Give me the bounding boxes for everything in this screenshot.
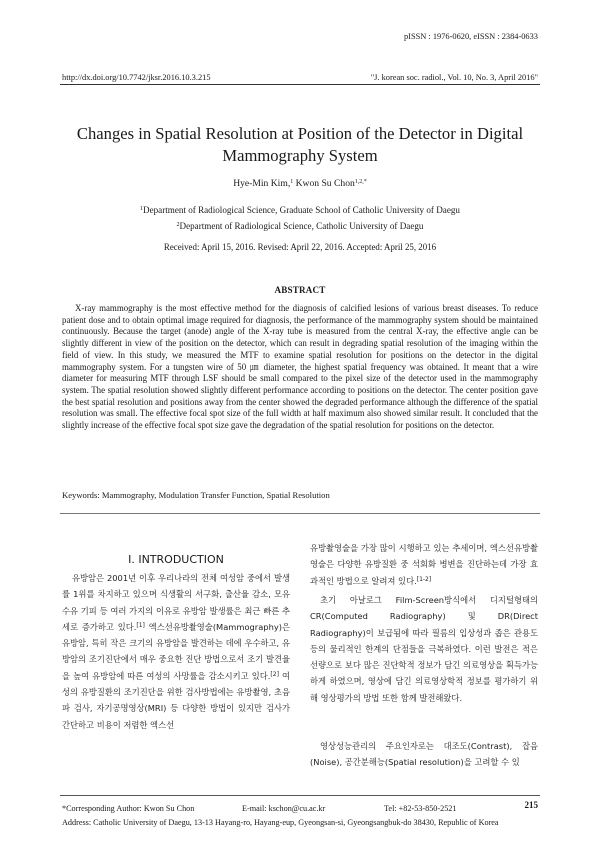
abstract-body: X-ray mammography is the most effective method for the diagnosis of calcified lesions of various breast diseases. To reduce patient dose and to obtain optimal image required for diagnosis, the performance of the mammography system should be maintained continuously. Because the target (anode) angle of the X-ray tube is measured from the central X-ray, the effective angle can be slightly different in view of the position on the detector, which can result in degrading spatial resolution of the imaging within the field of view. In this study, we measured the MTF to examine spatial resolution for positions on the detector in the digital mammography system. For a tungsten wire of 50 ㎛ diameter, the highest spatial frequency was obtained. It meant that a wire diameter for measuring MTF through LSF should be small compared to the pixel size of the detector used in the mammography system. The spatial resolution showed slightly different performance according to positions on the detector. The center position gave the best spatial resolution and positions away from the center showed the degraded performance although the difference of the spatial resolution was small. The effective focal spot size of the full width at half maximum also showed similar result. It concluded that the slightly increase of the effective focal spot size gave the degradation of the spatial resolution for positions on the detector.	[62, 303, 538, 431]
author-email-link[interactable]: E-mail: kschon@cu.ac.kr	[242, 804, 326, 813]
affiliation-1	[60, 205, 540, 215]
intro-text: 엑스선유방촬영술(Mammography)은 유방암, 특히 작은 크기의 유방암을 발견하는 데에 우수하고, 유방암의 조기진단에서 매우 중요한 진단 방법으로서 조기 발견율을 높여 유방암에 따른 여성의 사망률을 감소시키고 있다.	[62, 621, 290, 681]
keywords-divider	[60, 513, 540, 514]
issn-line: pISSN : 1976-0620, eISSN : 2384-0633	[403, 32, 538, 41]
page-number: 215	[524, 800, 538, 810]
article-title: Changes in Spatial Resolution at Position of the Detector in Digital Mammography System	[76, 124, 524, 165]
affiliation-1-text: Department of Radiological Science, Graduate School of Catholic University of Daegu	[143, 205, 460, 215]
citation-mark: [2]	[270, 670, 279, 678]
section-heading-introduction: Ⅰ. INTRODUCTION	[128, 553, 224, 566]
keywords: Keywords: Mammography, Modulation Transfer Function, Spatial Resolution	[62, 490, 330, 500]
footer-divider	[60, 795, 540, 796]
intro-left-column	[62, 570, 290, 733]
author-list	[60, 178, 540, 189]
intro-right-paragraph-3: 영상성능관리의 주요인자로는 대조도(Contrast), 잡음(Noise), 공간분해능(Spatial resolution)을 고려할 수 있	[310, 741, 538, 768]
intro-text: 여성의 유방질환의 조기진단을 위한 검사방법에는 유방촬영, 초음파 검사, 자기공명영상(MRI) 등 다양한 방법이 있지만 검사가 간단하고 비용이 저렴한 엑스선	[62, 670, 290, 730]
affiliation-1-mark: 1	[140, 206, 144, 212]
corresponding-author: *Corresponding Author: Kwon Su Chon	[62, 804, 195, 813]
intro-right-paragraph-1	[310, 540, 538, 589]
intro-text: 유방암은 2001년 이후 우리나라의 전체 여성암 중에서 발생률 1위를 차지하고 있으며 식생활의 서구화, 출산율 감소, 모유수유 기피 등 여러 가지의 이유로 유방암 발생률은 최근 빠른 추세로 증가하고 있다.	[62, 573, 290, 632]
author-address: Address: Catholic University of Daegu, 13-13 Hayang-ro, Hayang-eup, Gyeongsan-si, Gyeongsangbuk-do 38430, Republic of Korea	[62, 818, 499, 827]
affiliation-2	[60, 221, 540, 231]
intro-text: 유방촬영술을 가장 많이 시행하고 있는 추세이며, 엑스선유방촬영술은 다양한 유방질환 중 석회화 병변을 진단하는데 가장 효과적인 방법으로 알려져 있다.	[310, 543, 538, 586]
journal-citation: "J. korean soc. radiol., Vol. 10, No. 3, April 2016"	[370, 73, 538, 82]
author-1-affiliation-mark: 1	[290, 179, 294, 185]
citation-mark: [1]	[136, 621, 145, 629]
author-1: Hye-Min Kim,	[233, 178, 291, 189]
author-2: Kwon Su Chon	[293, 178, 355, 189]
header-divider	[60, 84, 540, 85]
citation-mark: [1-2]	[416, 575, 432, 583]
affiliation-2-mark: 2	[176, 222, 180, 228]
doi-link[interactable]: http://dx.doi.org/10.7742/jksr.2016.10.3.215	[62, 73, 211, 82]
intro-right-paragraph-2: 초기 아날로그 Film-Screen방식에서 디지털형태의 CR(Computed Radiography) 및 DR(Direct Radiography)이 보급됨에 따라 필름의 입상성과 좁은 관용도 등의 물리적인 한계의 단점들을 극복하였다. 이런 발전은 적은 선량으로 보다 많은 진단학적 정보가 담긴 의료영상을 획득가능하게 하였으며, 영상에 담긴 의료영상학적 정보를 평가하기 위해 영상평가의 방법 또한 함께 발전해왔다.	[310, 595, 538, 703]
affiliation-2-text: Department of Radiological Science, Catholic University of Daegu	[179, 221, 424, 231]
author-telephone: Tel: +82-53-850-2521	[384, 804, 457, 813]
received-dates: Received: April 15, 2016. Revised: April 22, 2016. Accepted: April 25, 2016	[163, 242, 437, 252]
author-2-affiliation-mark: 1,2,*	[354, 179, 367, 185]
abstract-heading: ABSTRACT	[274, 285, 326, 295]
